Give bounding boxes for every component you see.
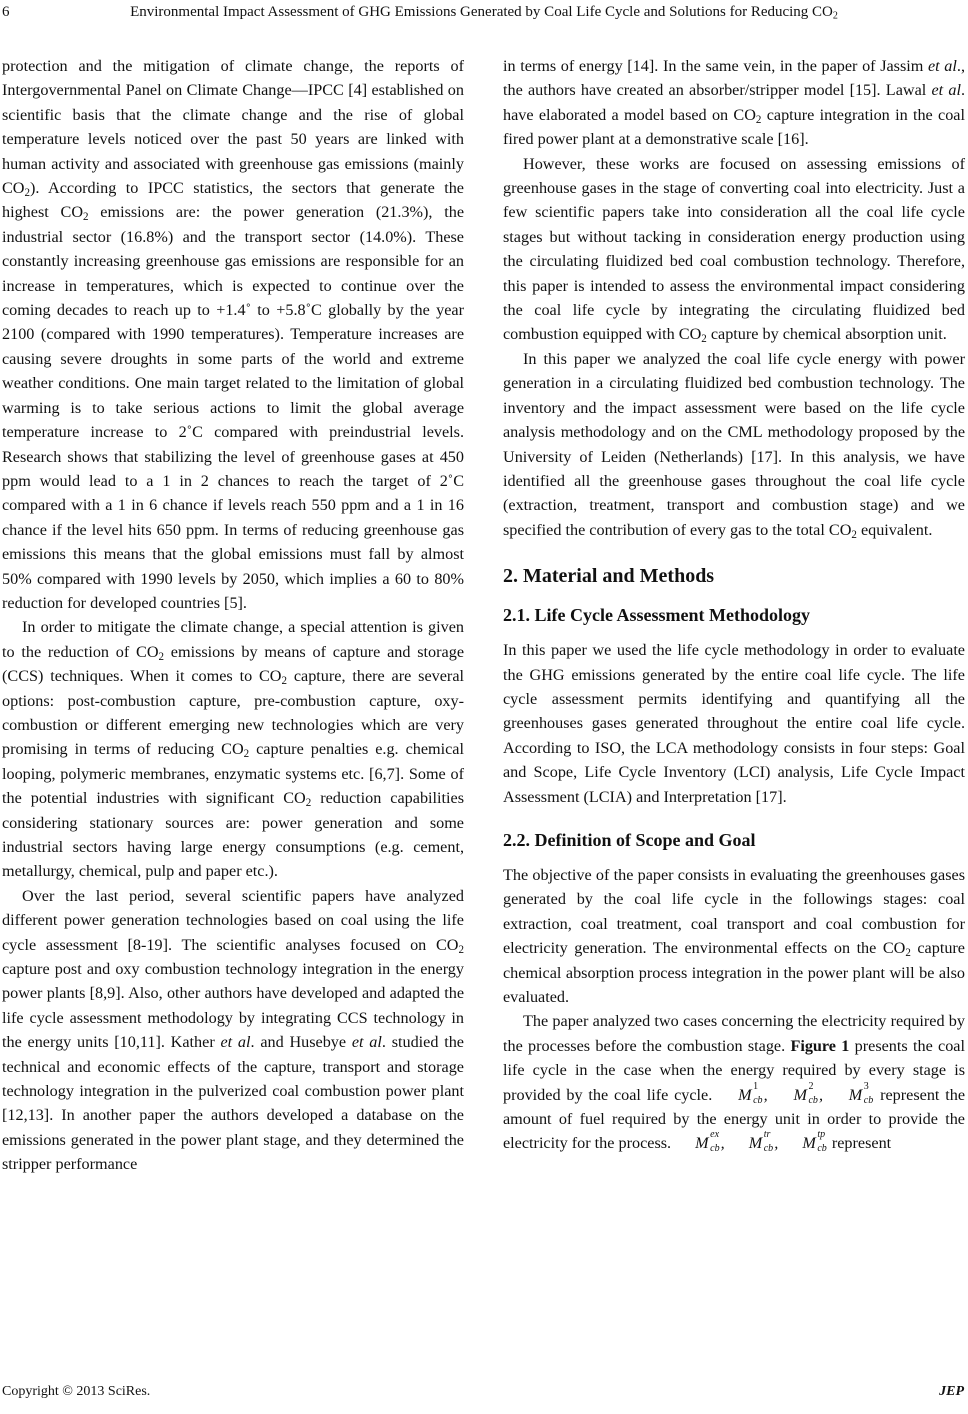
text-run: . have elaborated a model based on CO [503,81,965,124]
text-run: in terms of energy [14]. In the same vein, in the paper of Jassim [503,57,928,75]
math-term [675,1131,720,1155]
running-title-text: Environmental Impact Assessment of GHG Emissions Generated by Coal Life Cycle and Solutions for Reducing CO [130,4,833,20]
math-term [718,1080,763,1107]
copyright-notice: Copyright © 2013 SciRes. [2,1384,151,1399]
math-superscript: 3 [863,1080,869,1092]
math-symbol: M [748,1134,763,1153]
text-run: Over the last period, several scientific papers have analyzed different power generation technologies based on coal using the life cycle assessment [8-19]. The scientific analyses focused on CO [2,886,464,954]
math-expression [675,1129,828,1155]
math-superscript: tr [763,1129,771,1141]
running-title-subscript: 2 [832,10,838,22]
paragraph: In this paper we used the life cycle methodology in order to evaluate the GHG emissions generated by the entire coal life cycle. The life cycle assessment permits identifying and quantifying all the greenhouses gases generated throughout the entire coal life cycle. According to ISO, the LCA methodology consists in four steps: Goal and Scope, Life Cycle Inventory (LCI) analysis, Life Cycle Impact Assessment (LCIA) and Interpretation [17]. [503,641,965,806]
subscript: 2 [24,186,30,199]
math-term [729,1131,774,1155]
journal-abbreviation: JEP [939,1384,964,1399]
math-superscript: tp [817,1129,826,1141]
subscript: 2 [281,674,287,687]
math-term [829,1080,874,1107]
subscript: 2 [158,650,165,663]
math-superscript: ex [710,1129,720,1141]
text-run: represent the amount of fuel required by the energy unit in order to provide the electricity for the process. [503,1085,965,1153]
math-symbol: M [848,1085,863,1104]
paragraph [503,347,965,542]
math-symbol: M [802,1134,816,1153]
text-run: In order to mitigate the climate change, a special attention is given to the reduction of CO [2,618,464,661]
text-run: protection and the mitigation of climate change, the reports of Intergovernmental Panel on Climate Change—IPCC [4] established on scientific basis that the climate change and the rise of global temperature levels noticed over the past 50 years are linked with human activity and associated with greenhouse gas emissions (mainly CO [2,57,464,198]
text-run: represent [827,1134,892,1153]
text-run: . studied the technical and economic effects of the capture, transport and storage technology integration in the pulverized coal combustion power plant [12,13]. In another paper the authors developed a database on the emissions generated in the power plant stage, and they determined the stripper performance [2,1033,464,1174]
math-symbol: M [793,1085,807,1104]
math-separator: , [818,1085,823,1104]
italic-text: et al [351,1033,382,1052]
subscript: 2 [243,748,250,761]
subsection-heading: 2.2. Definition of Scope and Goal [503,829,756,850]
page-number: 6 [2,4,10,20]
figure-reference: Figure 1 [790,1036,850,1055]
math-term [773,1080,818,1107]
subsection-heading: 2.1. Life Cycle Assessment Methodology [503,605,810,626]
paragraph [503,152,965,347]
math-separator: , [774,1134,779,1153]
subscript: 2 [458,943,464,956]
math-subscript: cb [808,1094,818,1106]
subscript: 2 [305,796,312,809]
page-header [0,2,968,24]
text-run: . and Husebye [250,1033,352,1052]
math-subscript: cb [710,1143,720,1155]
math-subscript: cb [753,1094,763,1106]
running-title [0,2,968,22]
subscript: 2 [701,333,707,346]
text-run: capture, there are several options: post-combustion capture, pre-combustion capture, oxy-combustion or different emerging new technologies which are very promising in terms of reducing CO [2,667,464,759]
section-heading: 2. Material and Methods [503,565,715,588]
subscript: 2 [905,946,911,959]
subscript: 2 [83,211,89,224]
text-run: ). According to IPCC statistics, the sectors that generate the highest CO [2,179,464,222]
text-run: The paper analyzed two cases concerning the electricity required by the processes before the combustion stage. [503,1012,965,1055]
text-run: However, these works are focused on assessing emissions of greenhouse gases in the stage of converting coal into electricity. Just a few scientific papers take into consideration all the coal life cycle stages but without tacking in consideration energy production using the circulating fluidized bed coal combustion technology. Therefore, this paper is intended to assess the environmental impact considering the coal life cycle by integrating the circulating fluidized bed combustion equipped with CO [503,154,965,344]
subscript: 2 [755,113,762,126]
text-run: capture post and oxy combustion technology integration in the energy power plants [8,9]. Also, other authors have developed and adapted the life cycle assessment methodology by integrating CCS technology in the energy units [10,11]. Kather [2,960,464,1052]
math-symbol: M [738,1085,752,1104]
text-run: reduction capabilities considering stationary sources are: power generation and some industrial sectors having large energy consumptions (e.g. cement, metallurgy, chemical, pulp and paper etc.). [2,789,465,881]
text-run: capture chemical absorption process integration in the power plant will be also evaluated. [503,939,965,1006]
text-run: capture penalties e.g. chemical looping, polymeric membranes, enzymatic systems etc. [6,7]. Some of the potential industries with significant CO [2,740,464,808]
math-expression [718,1080,874,1106]
math-subscript: cb [817,1143,827,1155]
left-column [2,54,464,1177]
math-symbol: M [695,1134,709,1153]
text-run: The objective of the paper consists in evaluating the greenhouses gases generated by the coal life cycle in the followings stages: coal extraction, coal treatment, coal transport and coal combustion for electricity generation. The environmental effects on the CO [503,865,965,958]
math-subscript: cb [863,1094,874,1106]
math-separator: , [720,1134,725,1153]
text-run: emissions are: the power generation (21.3%), the industrial sector (16.8%) and the transport sector (14.0%). These constantly increasing greenhouse gas emissions are responsible for an increase in temperatures, which is expected to continue over the coming decades to reach up to +1.4˚ to +5.8˚C globally by the year 2100 (compared with 1990 temperatures). Temperature increases are causing severe droughts in some parts of the world and extreme weather conditions. One main target related to the limitation of global warming is to take serious actions to limit the global average temperature increase to 2˚C compared with preindustrial levels. Research shows that stabilizing the level of greenhouse gases at 450 ppm would lead to a 1 in 2 chances to reach the target of 2˚C compared with a 1 in 6 chance if levels reach 550 ppm and a 1 in 16 chance if the level hits 650 ppm. In terms of reducing greenhouse gas emissions this means that the global emissions must fall by almost 50% compared with 1990 levels by 2050, which implies a 60 to 80% reduction for developed countries [5]. [2,203,465,612]
text-run: capture by chemical absorption unit. [706,325,947,344]
math-subscript: cb [763,1143,774,1155]
math-term [782,1131,827,1155]
paragraph [2,884,464,1177]
text-run: ., the authors have created an absorber/stripper model [15]. Lawal [503,57,965,100]
text-run: In this paper we analyzed the coal life cycle energy with power generation in a circulating fluidized bed combustion technology. The inventory and the impact assessment were based on the life cycle analysis methodology and on the CML methodology proposed by the University of Leiden (Netherlands) [17]. In this analysis, we have identified all the greenhouse gases throughout the coal life cycle (extraction, treatment, transport and combustion stage) and we specified the contribution of every gas to the total CO [503,349,965,539]
text-run: capture integration in the coal fired power plant at a demonstrative scale [16]. [503,105,965,149]
math-superscript: 1 [753,1080,759,1092]
paragraph [2,615,464,883]
paragraph [503,54,965,152]
italic-text: et al [220,1033,251,1052]
text-run: presents the coal life cycle in the case when the energy required by every stage is provided by the coal life cycle. [503,1036,965,1104]
paragraph [503,1009,965,1155]
text-run: emissions by means of capture and storage (CCS) techniques. When it comes to CO [2,642,465,686]
paragraph [2,54,464,615]
italic-text: et al [928,57,957,75]
italic-text: et al [931,81,961,100]
math-superscript: 2 [808,1080,814,1092]
math-separator: , [763,1085,768,1104]
paragraph [503,863,965,1009]
page-footer [0,1384,968,1408]
right-column [503,54,965,1156]
subscript: 2 [851,528,857,541]
text-run: equivalent. [856,520,933,539]
